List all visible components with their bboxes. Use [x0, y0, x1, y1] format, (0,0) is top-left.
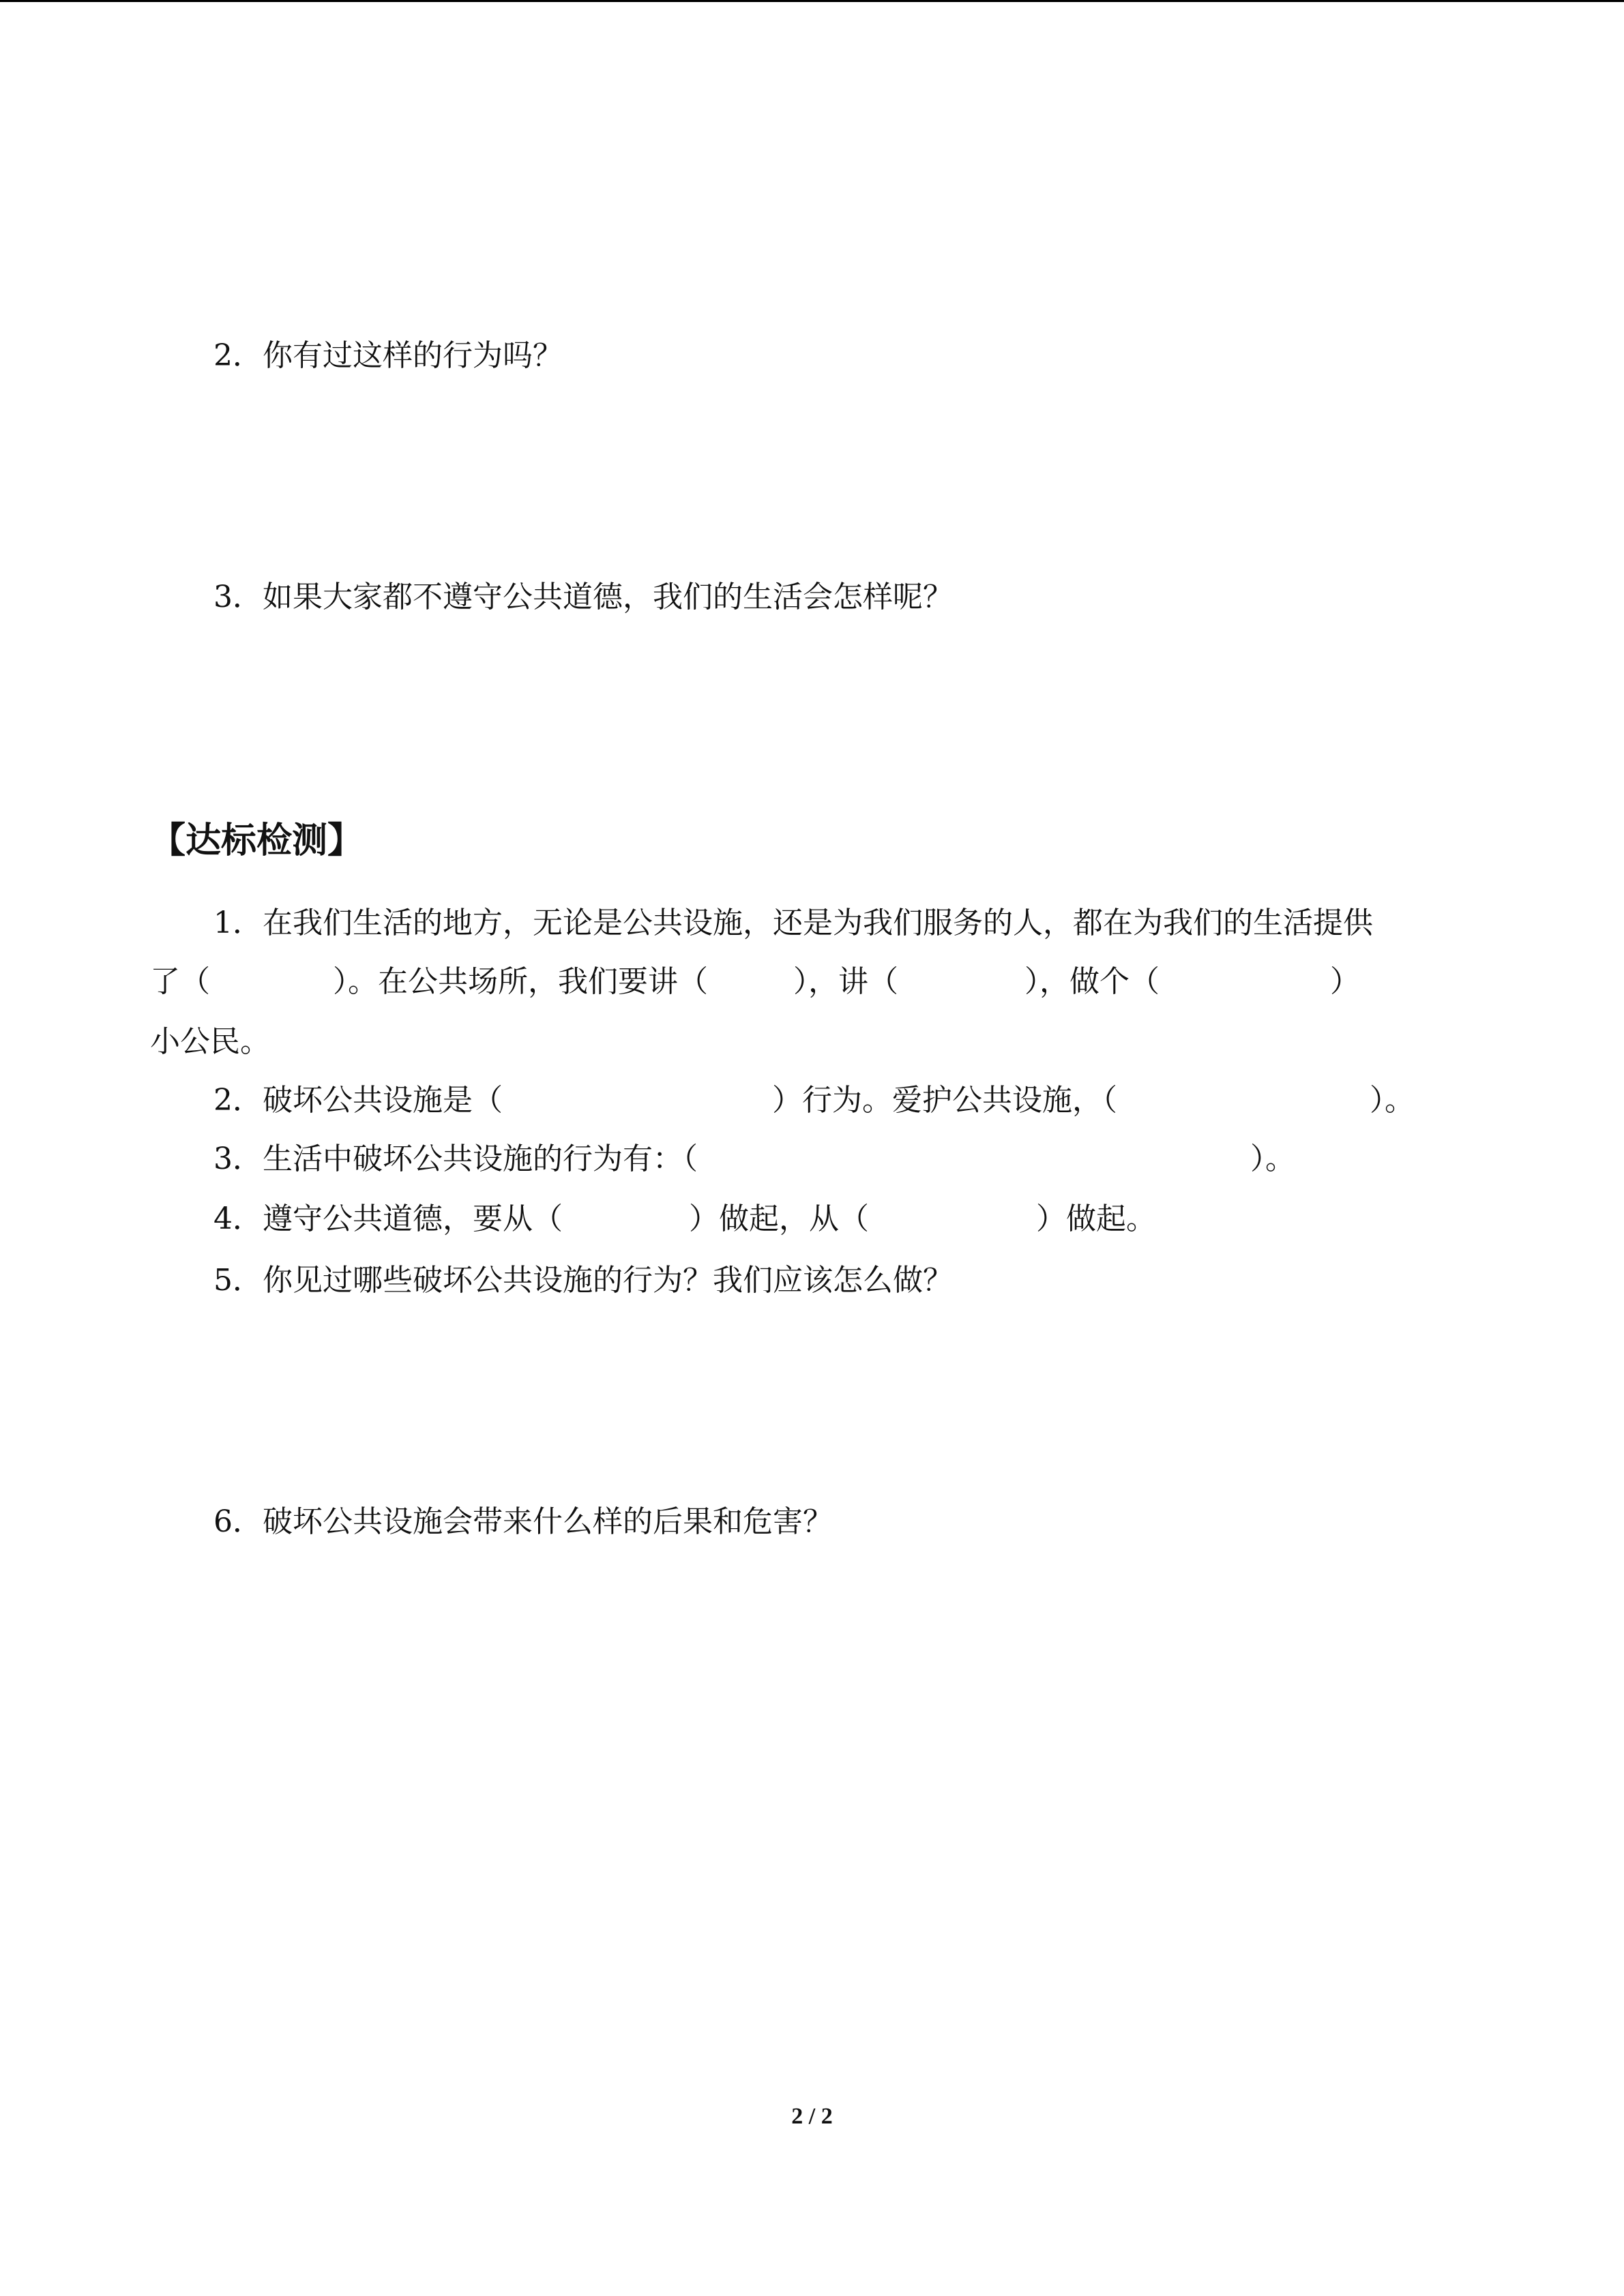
question-3-number: 3．: [213, 580, 263, 614]
test-item-1-line-1: 1．在我们生活的地方，无论是公共设施，还是为我们服务的人，都在为我们的生活提供: [213, 906, 1373, 940]
test-item-1-line-2: 了（ ）。在公共场所，我们要讲（ ），讲（ ），做个（ ）: [150, 964, 1360, 999]
test-item-5: 5．你见过哪些破坏公共设施的行为？我们应该怎么做？: [213, 1263, 953, 1298]
test-item-3: 3．生活中破坏公共设施的行为有：（ ）。: [213, 1142, 1295, 1176]
question-2-text: 你有过这样的行为吗？: [263, 338, 563, 373]
page-top-border: [0, 0, 1624, 2]
section-title: 【达标检测】: [150, 820, 364, 861]
question-3-text: 如果大家都不遵守公共道德，我们的生活会怎样呢？: [263, 580, 953, 614]
question-3: [213, 577, 953, 618]
test-item-4: 4．遵守公共道德，要从（ ）做起，从（ ）做起。: [213, 1202, 1156, 1236]
question-2: [213, 336, 563, 376]
test-item-2: 2．破坏公共设施是（ ）行为。爱护公共设施，（ ）。: [213, 1083, 1415, 1118]
test-item-1-line-3: 小公民。: [150, 1024, 270, 1059]
question-2-number: 2．: [213, 338, 263, 373]
page-number: 2 / 2: [791, 2104, 833, 2129]
test-item-6: 6．破坏公共设施会带来什么样的后果和危害？: [213, 1504, 833, 1539]
